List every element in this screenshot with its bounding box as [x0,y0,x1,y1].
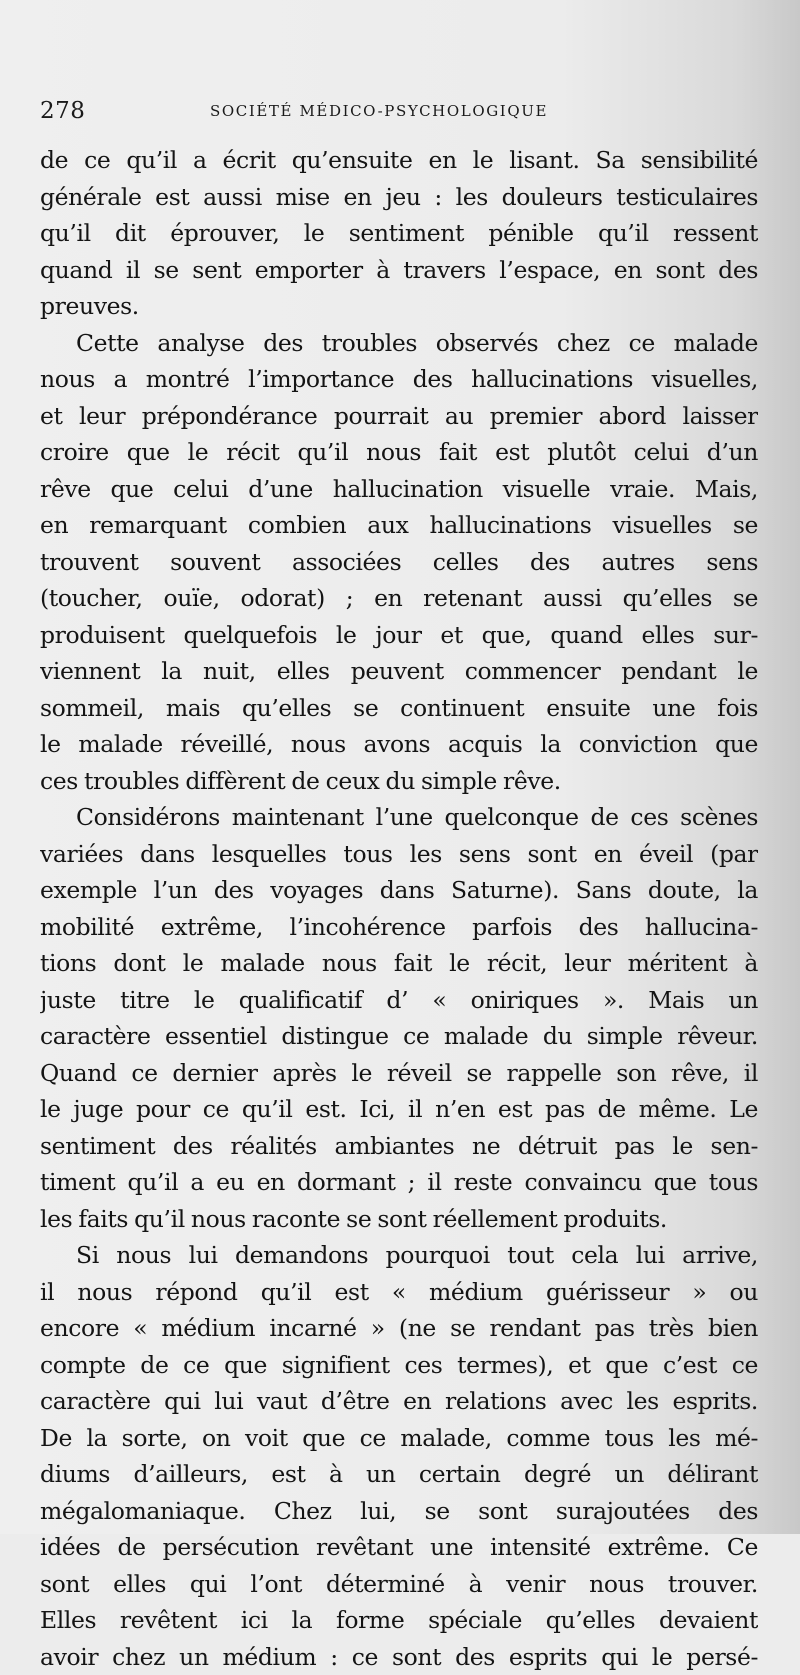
text-line: croire que le récit qu’il nous fait est plutôt celui d’un [40,434,758,471]
text-line: tions dont le malade nous fait le récit, leur méritent à [40,945,758,982]
page-number: 278 [40,98,85,124]
text-line: juste titre le qualificatif d’ « oniriques ». Mais un [40,982,758,1019]
text-line: caractère qui lui vaut d’être en relations avec les esprits. [40,1383,758,1420]
text-line: rêve que celui d’une hallucination visuelle vraie. Mais, [40,471,758,508]
text-line: viennent la nuit, elles peuvent commencer pendant le [40,653,758,690]
text-line: et leur prépondérance pourrait au premier abord laisser [40,398,758,435]
text-line: mobilité extrême, l’incohérence parfois des hallucina- [40,909,758,946]
running-head: SOCIÉTÉ MÉDICO-PSYCHOLOGIQUE [210,102,548,120]
text-line: (toucher, ouïe, odorat) ; en retenant aussi qu’elles se [40,580,758,617]
text-line: trouvent souvent associées celles des autres sens [40,544,758,581]
text-line: nous a montré l’importance des hallucinations visuelles, [40,361,758,398]
text-line: Quand ce dernier après le réveil se rappelle son rêve, il [40,1055,758,1092]
text-line: mégalomaniaque. Chez lui, se sont surajoutées des [40,1493,758,1530]
text-line: avoir chez un médium : ce sont des esprits qui le persé- [40,1639,758,1675]
text-line: sentiment des réalités ambiantes ne détruit pas le sen- [40,1128,758,1165]
text-line: les faits qu’il nous raconte se sont réellement produits. [40,1201,758,1238]
text-line: caractère essentiel distingue ce malade du simple rêveur. [40,1018,758,1055]
text-line: timent qu’il a eu en dormant ; il reste convaincu que tous [40,1164,758,1201]
text-line: de ce qu’il a écrit qu’ensuite en le lisant. Sa sensibilité [40,142,758,179]
text-line: le juge pour ce qu’il est. Ici, il n’en est pas de même. Le [40,1091,758,1128]
text-line: sommeil, mais qu’elles se continuent ensuite une fois [40,690,758,727]
text-line: ces troubles diffèrent de ceux du simple rêve. [40,763,758,800]
text-line: il nous répond qu’il est « médium guérisseur » ou [40,1274,758,1311]
text-line: preuves. [40,288,758,325]
text-line: exemple l’un des voyages dans Saturne). Sans doute, la [40,872,758,909]
text-line: variées dans lesquelles tous les sens sont en éveil (par [40,836,758,873]
text-line: compte de ce que signifient ces termes), et que c’est ce [40,1347,758,1384]
text-line: le malade réveillé, nous avons acquis la conviction que [40,726,758,763]
text-line: idées de persécution revêtant une intensité extrême. Ce [40,1529,758,1566]
text-line: quand il se sent emporter à travers l’espace, en sont des [40,252,758,289]
page-header [40,98,760,132]
text-line: Cette analyse des troubles observés chez ce malade [40,325,758,362]
text-line: Si nous lui demandons pourquoi tout cela lui arrive, [40,1237,758,1274]
text-line: encore « médium incarné » (ne se rendant pas très bien [40,1310,758,1347]
text-line: qu’il dit éprouver, le sentiment pénible qu’il ressent [40,215,758,252]
text-line: De la sorte, on voit que ce malade, comme tous les mé- [40,1420,758,1457]
text-line: Elles revêtent ici la forme spéciale qu’elles devaient [40,1602,758,1639]
body-text [40,142,758,1675]
text-line: Considérons maintenant l’une quelconque de ces scènes [40,799,758,836]
text-line: diums d’ailleurs, est à un certain degré un délirant [40,1456,758,1493]
text-line: produisent quelquefois le jour et que, quand elles sur- [40,617,758,654]
text-line: générale est aussi mise en jeu : les douleurs testiculaires [40,179,758,216]
text-line: en remarquant combien aux hallucinations visuelles se [40,507,758,544]
text-line: sont elles qui l’ont déterminé à venir nous trouver. [40,1566,758,1603]
